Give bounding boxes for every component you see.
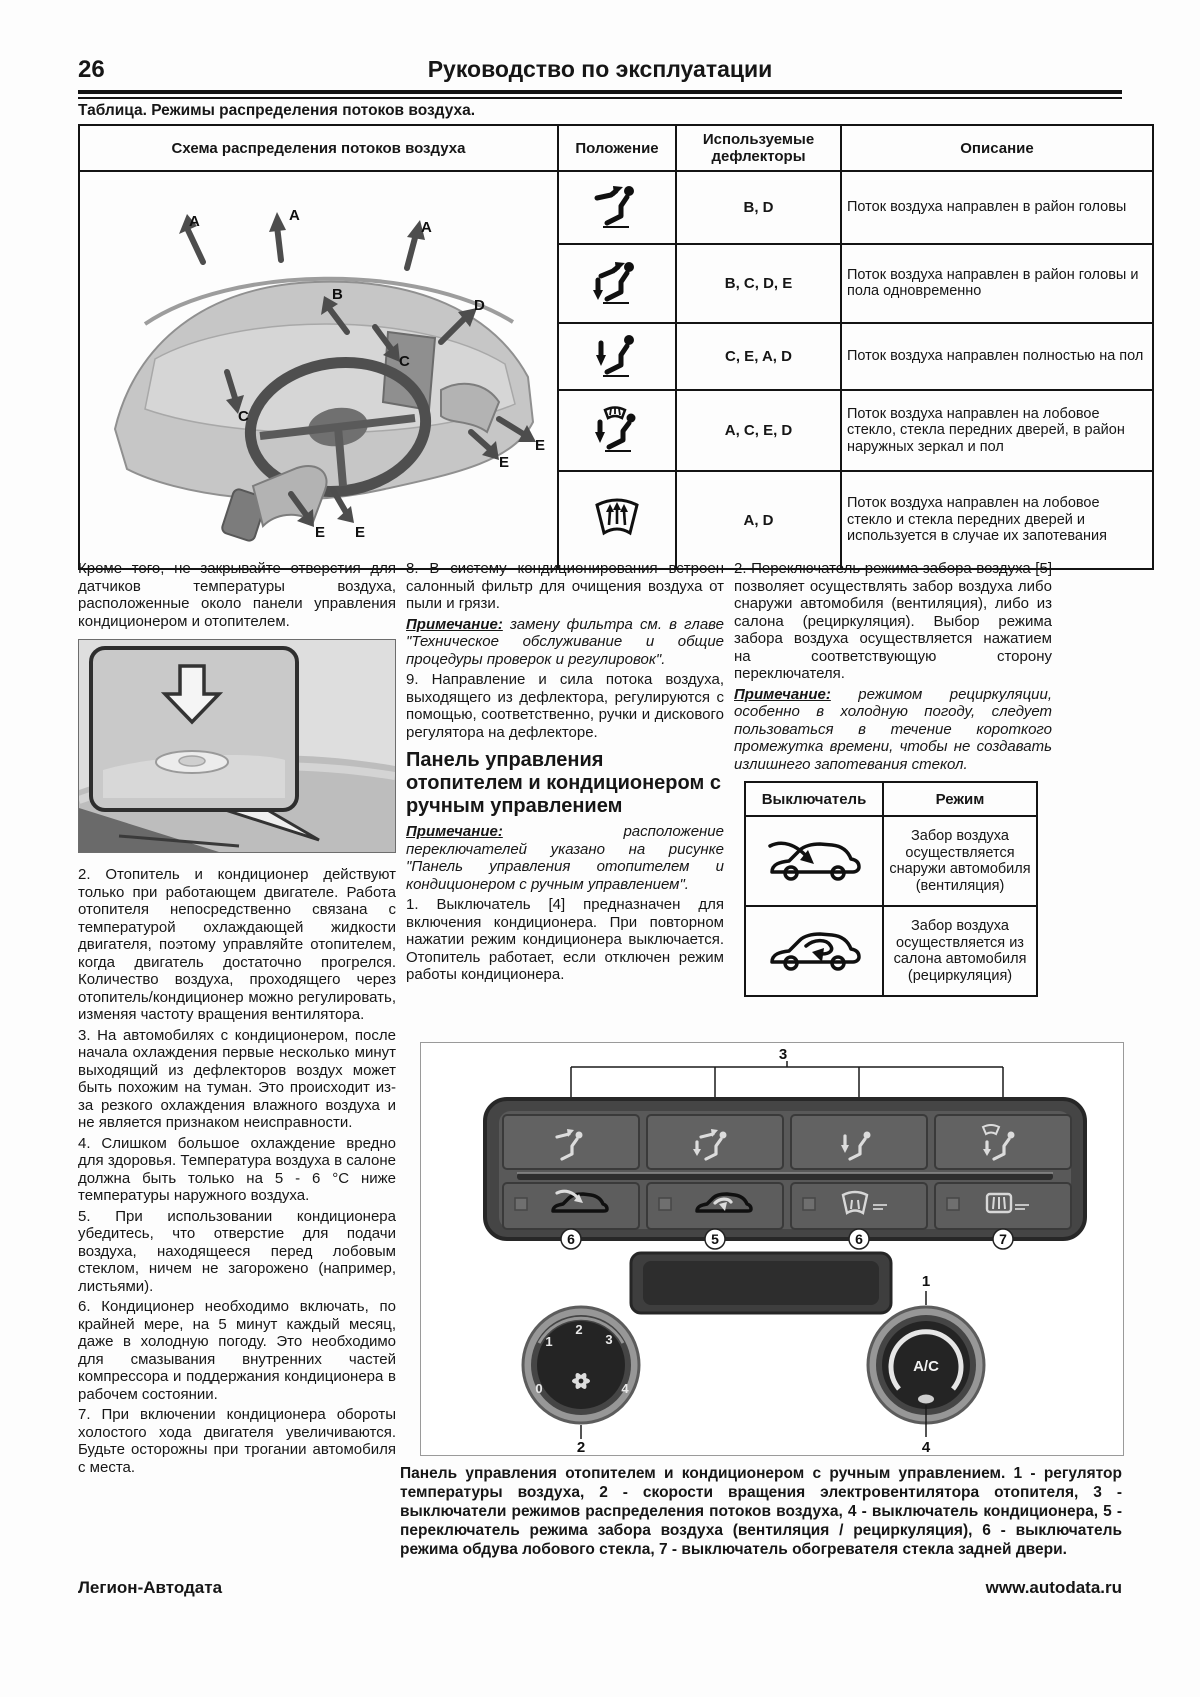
recirculation-button[interactable] bbox=[647, 1183, 783, 1229]
callout-button-1: 6 bbox=[567, 1231, 575, 1247]
paragraph-sensors: Кроме того, не закрывайте отверстия для датчиков температуры воздуха, расположенные около панели управления кондиционером и отопителем. bbox=[78, 560, 396, 630]
note-text: замену фильтра см. в главе "Техническое обслуживание и общие процедуры проверок и регулировок". bbox=[406, 615, 724, 668]
ac-button[interactable]: A/C bbox=[913, 1358, 939, 1375]
note-label: Примечание: bbox=[734, 685, 831, 703]
deflectors-value: B, C, D, E bbox=[676, 244, 841, 322]
col-header-deflectors: Используемые дефлекторы bbox=[676, 125, 841, 171]
header-rule bbox=[78, 90, 1122, 99]
switch-icon-cell bbox=[745, 906, 883, 996]
diagram-label-e3: E bbox=[315, 524, 326, 541]
callout-3: 3 bbox=[778, 1046, 788, 1063]
paragraph-7: 7. При включении кондиционера обороты холостого хода двигателя увеличиваются. Будьте осторожны при трогании автомобиля с места. bbox=[78, 1406, 396, 1476]
fresh-air-car-icon bbox=[764, 832, 864, 886]
left-column bbox=[78, 560, 396, 1479]
page-footer bbox=[78, 1578, 1122, 1598]
control-panel-figure bbox=[420, 1042, 1124, 1456]
switch-icon-cell bbox=[745, 816, 883, 906]
paragraph-2: 2. Отопитель и кондиционер действуют только при работающем двигателе. Работа отопителя непосредственно связана с температурой охлаждающей жидкости двигателя, поэтому управляйте отопителем, когда двигатель достаточно прогрелся. Количество воздуха, проходящего через отопитель/кондиционер можно регулировать, изменяя частоту вращения вентилятора. bbox=[78, 866, 396, 1023]
deflectors-value: A, D bbox=[676, 471, 841, 569]
mode-text: Забор воздуха осуществляется из салона автомобиля (рециркуляция) bbox=[883, 906, 1037, 996]
airflow-defrost-icon bbox=[589, 493, 645, 543]
col-header-switch: Выключатель bbox=[745, 782, 883, 816]
note-filter bbox=[406, 616, 724, 669]
note-switch-layout bbox=[406, 823, 724, 893]
airflow-row bbox=[79, 171, 1153, 244]
panel-slot bbox=[517, 1173, 1053, 1180]
diagram-label-a3: A bbox=[421, 219, 432, 236]
arrow-a2 bbox=[277, 226, 281, 260]
paragraph-8: 8. В систему кондиционирования встроен салонный фильтр для очищения воздуха от пыли и грязи. bbox=[406, 560, 724, 612]
sensor-location-photo bbox=[78, 639, 396, 853]
right-column bbox=[734, 560, 1052, 997]
diagram-label-a2: A bbox=[289, 207, 300, 224]
airflow-floor-icon bbox=[591, 329, 643, 379]
airflow-table-caption: Таблица. Режимы распределения потоков воздуха. bbox=[78, 102, 476, 119]
position-cell bbox=[558, 471, 676, 569]
position-cell bbox=[558, 390, 676, 471]
note-text: расположение переключателей указано на рисунке "Панель управления отопителем и кондиционером с ручным управлением". bbox=[406, 823, 724, 893]
dashboard-diagram-cell bbox=[79, 171, 558, 569]
airflow-floor-defrost-icon bbox=[591, 402, 643, 454]
airflow-face-icon bbox=[591, 180, 643, 230]
note-label: Примечание: bbox=[406, 615, 503, 633]
position-cell bbox=[558, 171, 676, 244]
page-number: 26 bbox=[78, 56, 105, 83]
diagram-label-e2: E bbox=[499, 454, 510, 471]
paragraph-4: 4. Слишком большое охлаждение вредно для здоровья. Температура воздуха в салоне должна быть только на 5 - 6 °C ниже температуры наружного воздуха. bbox=[78, 1134, 396, 1204]
note-recirculation bbox=[734, 686, 1052, 774]
paragraph-3: 3. На автомобилях с кондиционером, после начала охлаждения первые несколько минут выходящий из дефлекторов воздух может быть похожим на туман. Это происходит из-за резкого охлаждения влажного воздуха и не является признаком неисправности. bbox=[78, 1026, 396, 1131]
paragraph-intake: 2. Переключатель режима забора воздуха [5] позволяет осуществлять забор воздуха либо снаружи автомобиля (вентиляция), либо из салона (рециркуляция). Выбор режима забора воздуха осуществляется нажатием на соответствующую сторону переключателя. bbox=[734, 560, 1052, 682]
airflow-table bbox=[78, 124, 1154, 570]
position-cell bbox=[558, 323, 676, 390]
callout-button-2: 5 bbox=[711, 1231, 719, 1247]
col-header-position: Положение bbox=[558, 125, 676, 171]
section-heading: Панель управления отопителем и кондиционером с ручным управлением bbox=[406, 749, 721, 817]
mode-table-header-row bbox=[745, 782, 1037, 816]
arrowhead-a2 bbox=[269, 212, 286, 232]
paragraph-6: 6. Кондиционер необходимо включать, по крайней мере, на 5 минут каждый месяц, даже в холодную погоду. Это необходимо для смазывания внутренних частей компрессора и поддержания кондиционера в рабочем состоянии. bbox=[78, 1298, 396, 1403]
description-text: Поток воздуха направлен полностью на пол bbox=[841, 323, 1153, 390]
deflectors-value: C, E, A, D bbox=[676, 323, 841, 390]
mode-button-bilevel[interactable] bbox=[647, 1115, 783, 1169]
airflow-bilevel-icon bbox=[591, 256, 643, 306]
fan-mark-1: 1 bbox=[545, 1334, 553, 1349]
paragraph-5: 5. При использовании кондиционера убедитесь, что отверстие для подачи воздуха, находящееся перед лобовым стеклом, ничем не загорожено (например, листьями). bbox=[78, 1207, 396, 1295]
mode-button-floor[interactable] bbox=[791, 1115, 927, 1169]
front-windshield-airflow-button[interactable] bbox=[503, 1183, 639, 1229]
mode-row bbox=[745, 816, 1037, 906]
note-text: режимом рециркуляции, особенно в холодную погоду, следует пользоваться в течение короткого промежутка времени, чтобы не создавать излишнего запотевания стекол. bbox=[734, 685, 1052, 773]
callout-4: 4 bbox=[921, 1439, 931, 1453]
description-text: Поток воздуха направлен на лобовое стекло, стекла передних дверей, в район наружных зеркал и пол bbox=[841, 390, 1153, 471]
fan-speed-knob[interactable] bbox=[523, 1307, 639, 1423]
fan-mark-2: 2 bbox=[575, 1322, 583, 1337]
middle-column bbox=[406, 560, 724, 987]
diagram-label-a1: A bbox=[189, 213, 200, 230]
callout-1: 1 bbox=[921, 1273, 931, 1290]
front-defrost-button[interactable] bbox=[791, 1183, 927, 1229]
description-text: Поток воздуха направлен в район головы и пола одновременно bbox=[841, 244, 1153, 322]
airflow-table-header-row bbox=[79, 125, 1153, 171]
mode-button-face[interactable] bbox=[503, 1115, 639, 1169]
recirculation-car-icon bbox=[764, 922, 864, 976]
ac-indicator bbox=[918, 1395, 934, 1404]
website-url: www.autodata.ru bbox=[985, 1578, 1122, 1597]
description-text: Поток воздуха направлен на лобовое стекло и стекла передних дверей и используется в случае их запотевания bbox=[841, 471, 1153, 569]
dashboard-airflow-diagram bbox=[85, 174, 548, 561]
control-panel-drawing bbox=[421, 1043, 1121, 1453]
col-header-description: Описание bbox=[841, 125, 1153, 171]
diagram-label-d: D bbox=[474, 297, 485, 314]
mode-text: Забор воздуха осуществляется снаружи автомобиля (вентиляция) bbox=[883, 816, 1037, 906]
callout-button-4: 7 bbox=[999, 1231, 1007, 1247]
paragraph-1: 1. Выключатель [4] предназначен для включения кондиционера. При повторном нажатии режим кондиционера выключается. Отопитель работает, если отключен режим работы кондиционера. bbox=[406, 896, 724, 983]
col-header-mode: Режим bbox=[883, 782, 1037, 816]
col-header-scheme: Схема распределения потоков воздуха bbox=[79, 125, 558, 171]
callout-2: 2 bbox=[576, 1439, 586, 1453]
page-title: Руководство по эксплуатации bbox=[427, 56, 773, 82]
diagram-label-b: B bbox=[332, 286, 343, 303]
position-cell bbox=[558, 244, 676, 322]
fan-mark-4: 4 bbox=[621, 1381, 629, 1396]
rear-defrost-button[interactable] bbox=[935, 1183, 1071, 1229]
intake-mode-table bbox=[744, 781, 1038, 997]
callout-3-bracket bbox=[571, 1061, 1003, 1097]
diagram-label-e4: E bbox=[355, 524, 366, 541]
mode-row bbox=[745, 906, 1037, 996]
publisher-name: Легион-Автодата bbox=[78, 1578, 223, 1597]
diagram-label-c1: C bbox=[399, 353, 410, 370]
mode-button-floor-defrost[interactable] bbox=[935, 1115, 1071, 1169]
diagram-label-e1: E bbox=[535, 437, 546, 454]
description-text: Поток воздуха направлен в район головы bbox=[841, 171, 1153, 244]
deflectors-value: A, C, E, D bbox=[676, 390, 841, 471]
arrow-a1 bbox=[187, 228, 203, 262]
fan-mark-3: 3 bbox=[605, 1332, 613, 1347]
arrow-a3 bbox=[407, 234, 416, 268]
note-label: Примечание: bbox=[406, 823, 503, 840]
diagram-label-c2: C bbox=[238, 408, 249, 425]
fan-mark-0: 0 bbox=[535, 1381, 543, 1396]
deflectors-value: B, D bbox=[676, 171, 841, 244]
paragraph-9: 9. Направление и сила потока воздуха, выходящего из дефлектора, регулируются с помощью, соответственно, ручки и дискового регулятора на дефлекторе. bbox=[406, 671, 724, 741]
callout-button-3: 6 bbox=[855, 1231, 863, 1247]
panel-figure-caption: Панель управления отопителем и кондиционером с ручным управлением. 1 - регулятор температуры воздуха, 2 - скорости вращения электровентилятора отопителя, 3 - выключатели режимов распределения потоков воздуха, 4 - выключатель кондиционера, 5 - переключатель режима забора воздуха (вентиляция / рециркуляция), 6 - выключатель режима обдува лобового стекла, 7 - выключатель обогревателя стекла задней двери. bbox=[400, 1465, 1122, 1558]
